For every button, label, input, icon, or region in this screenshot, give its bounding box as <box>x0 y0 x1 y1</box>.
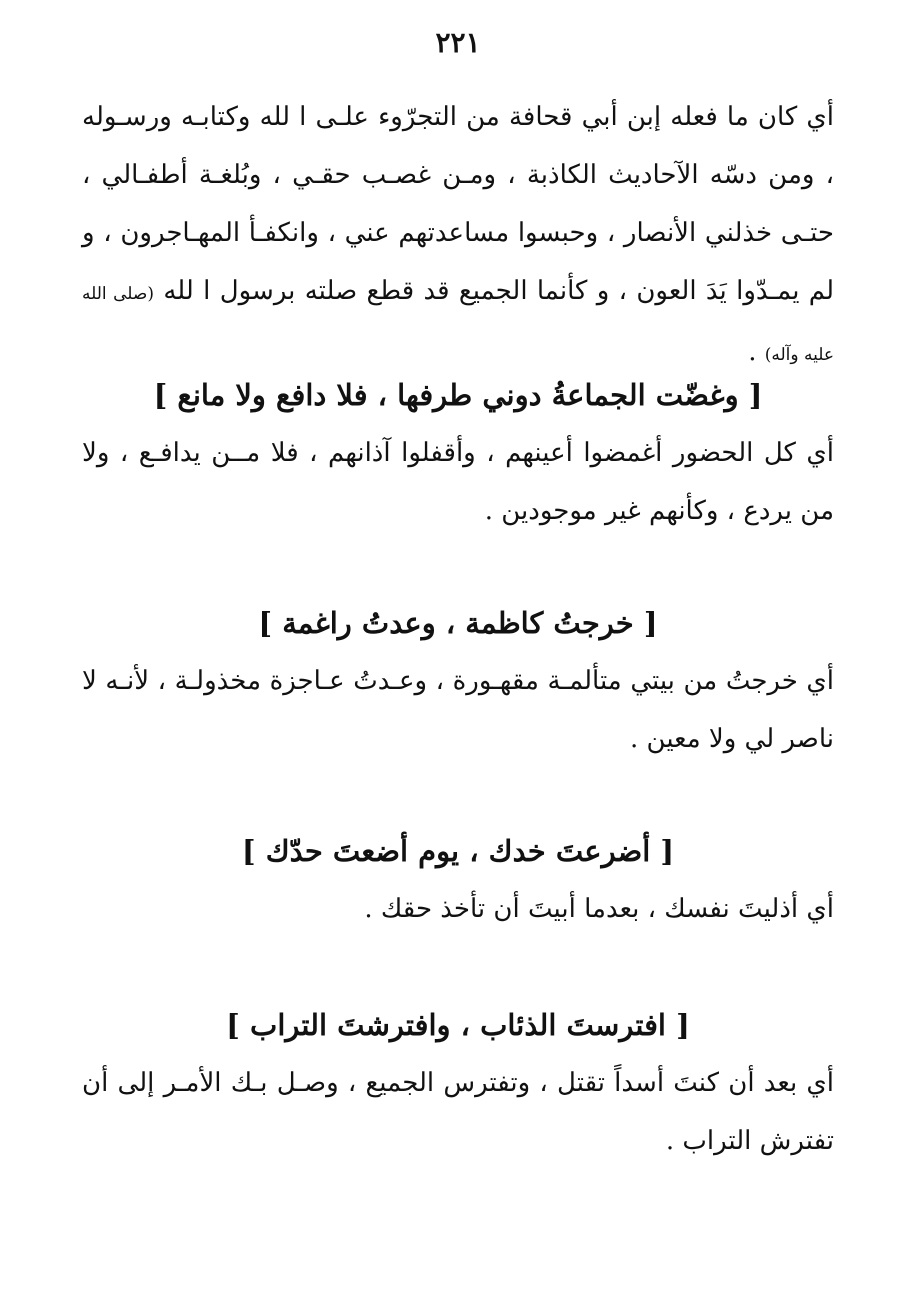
quote-text: خرجتُ كاظمة ، وعدتُ راغمة <box>282 606 634 640</box>
quote-heading-4 <box>82 822 834 880</box>
bracket-close: ] <box>241 834 256 868</box>
explanation-text: أي كان ما فعله إبن أبي قحافة من التجرّوء علـى ا لله وكتابـه ورسـوله ، ومن دسّه الآحاديث الكاذبة ، ومـن غصـب حقـي ، وبُلغـة أطفـالي ، حتـى خذلني الأنصار ، وحبسوا مساعدتهم عني ، وانكفـأ المهـاجرون ، و لم يمـدّوا يَدَ العون ، و كأنما الجميع قد قطع صلته برسول ا لله <box>82 102 834 306</box>
bracket-open: [ <box>748 378 763 412</box>
bracket-close: ] <box>226 1008 240 1042</box>
quote-text: أضرعتَ خدك ، يوم أضعتَ حدّك <box>265 834 651 868</box>
bracket-open: [ <box>660 834 675 868</box>
quote-heading-2 <box>82 366 834 424</box>
page-number: ٢٢١ <box>435 26 481 59</box>
bracket-open: [ <box>676 1008 690 1042</box>
explanation-end: . <box>748 337 765 367</box>
explanation-paragraph-3: أي خرجتُ من بيتي متألمـة مقهـورة ، وعـدتُ عـاجزة مخذولـة ، لأنـه لا ناصر لي ولا معين . <box>82 666 834 754</box>
quote-text: افترستَ الذئاب ، وافترشتَ التراب <box>250 1008 666 1042</box>
quote-heading-5 <box>82 996 834 1054</box>
quote-text: وغضّت الجماعةُ دوني طرفها ، فلا دافع ولا مانع <box>177 378 739 412</box>
quote-heading-3 <box>82 594 834 652</box>
bracket-close: ] <box>153 378 168 412</box>
bracket-close: ] <box>258 606 273 640</box>
explanation-paragraph-2: أي كل الحضور أغمضوا أعينهم ، وأقفلوا آذانهم ، فلا مــن يدافـع ، ولا من يردع ، وكأنهم غير موجودين . <box>82 438 834 526</box>
explanation-paragraph-1 <box>82 88 834 384</box>
bracket-open: [ <box>643 606 658 640</box>
honorific-text: (صلى الله عليه وآله) <box>82 284 834 365</box>
explanation-paragraph-4: أي أذليتَ نفسك ، بعدما أبيتَ أن تأخذ حقك . <box>364 894 834 924</box>
explanation-paragraph-5: أي بعد أن كنتَ أسداً تقتل ، وتفترس الجميع ، وصـل بـك الأمـر إلى أن تفترش التراب . <box>82 1068 834 1156</box>
